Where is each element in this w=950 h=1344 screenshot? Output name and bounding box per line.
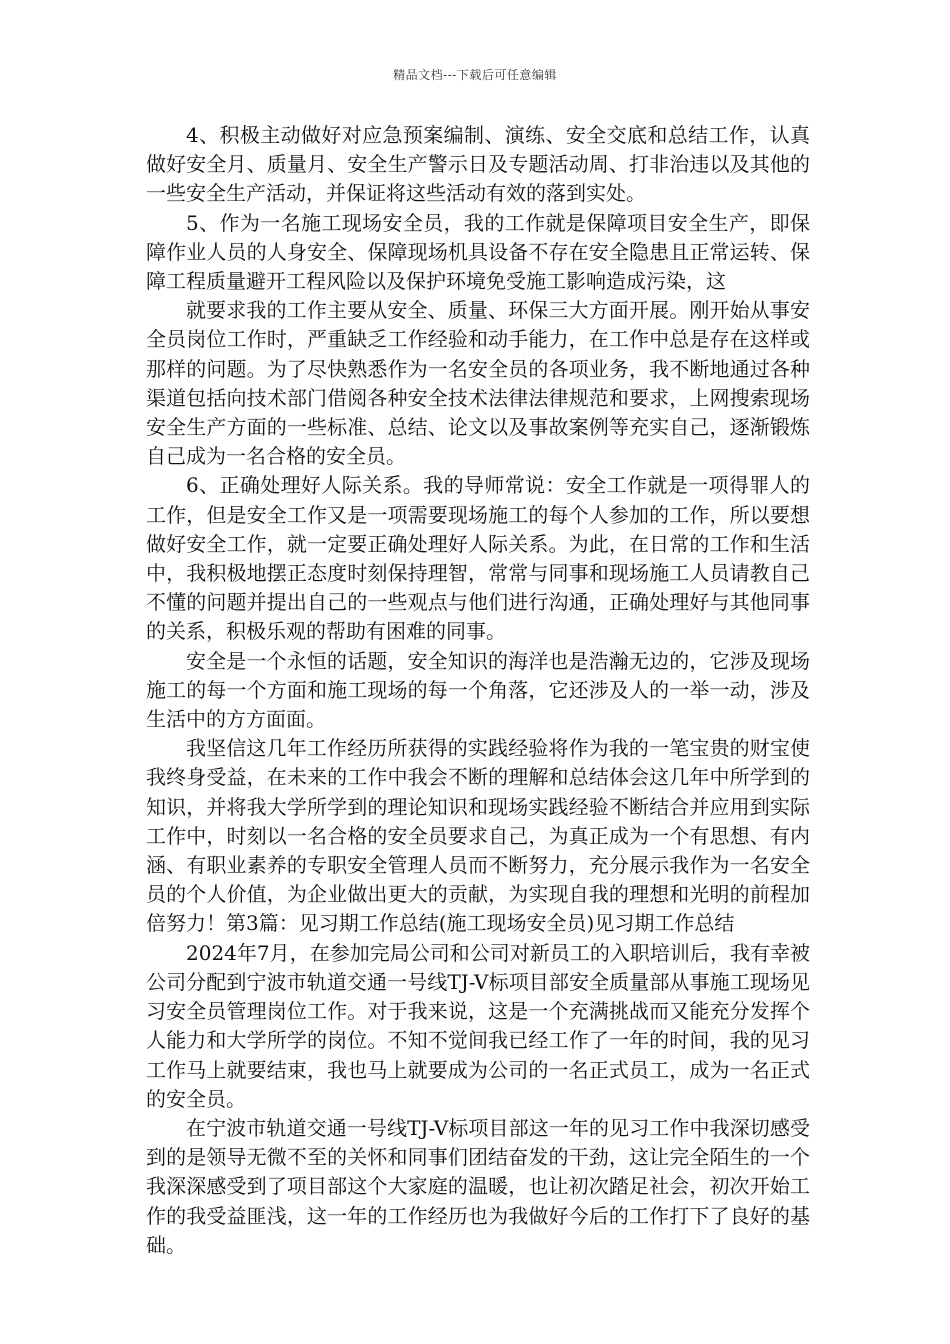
paragraph-safety-officer-role: 5、作为一名施工现场安全员，我的工作就是保障项目安全生产，即保障作业人员的人身安全、保障现场机具设备不存在安全隐患且正常运转、保障工程质量避开工程风险以及保护环境免受施工影响造成污染，这 bbox=[146, 210, 810, 294]
paragraph-internship-experience: 在宁波市轨道交通一号线TJ-V标项目部这一年的见习工作中我深切感受到的是领导无微不至的关怀和同事们团结奋发的干劲，这让完全陌生的一个我深深感受到了项目部这个大家庭的温暖，也让初次踏足社会，初次开始工作的我受益匪浅，这一年的工作经历也为我做好今后的工作打下了良好的基础。 bbox=[146, 1115, 810, 1257]
paragraph-work-requirements: 就要求我的工作主要从安全、质量、环保三大方面开展。刚开始从事安全员岗位工作时，严重缺乏工作经验和动手能力，在工作中总是存在这样或那样的问题。为了尽快熟悉作为一名安全员的各项业务，我不断地通过各种渠道包括向技术部门借阅各种安全技术法律法律规范和要求，上网搜索现场安全生产方面的一些标准、总结、论文以及事故案例等充实自己，逐渐锻炼自己成为一名合格的安全员。 bbox=[146, 298, 810, 469]
paragraph-internship-start: 2024年7月，在参加完局公司和公司对新员工的入职培训后，我有幸被公司分配到宁波市轨道交通一号线TJ-V标项目部安全质量部从事施工现场见习安全员管理岗位工作。对于我来说，这是一个充满挑战而又能充分发挥个人能力和大学所学的岗位。不知不觉间我已经工作了一年的时间，我的见习工作马上就要结束，我也马上就要成为公司的一名正式员工，成为一名正式的安全员。 bbox=[146, 940, 810, 1111]
document-body bbox=[146, 121, 810, 1260]
paragraph-emergency-plan: 4、积极主动做好对应急预案编制、演练、安全交底和总结工作，认真做好安全月、质量月、安全生产警示日及专题活动周、打非治违以及其他的一些安全生产活动，并保证将这些活动有效的落到实处。 bbox=[146, 123, 810, 206]
paragraph-conviction: 我坚信这几年工作经历所获得的实践经验将作为我的一笔宝贵的财宝使我终身受益，在未来的工作中我会不断的理解和总结体会这几年中所学到的知识，并将我大学所学到的理论知识和现场实践经验不断结合并应用到实际工作中，时刻以一名合格的安全员要求自己，为真正成为一个有思想、有内涵、有职业素养的专职安全管理人员而不断努力，充分展示我作为一名安全员的个人价值，为企业做出更大的贡献，为实现自我的理想和光明的前程加倍努力！第3篇：见习期工作总结(施工现场安全员)见习期工作总结 bbox=[146, 736, 810, 936]
page-header: 精品文档---下载后可任意编辑 bbox=[393, 68, 557, 82]
paragraph-interpersonal-relations: 6、正确处理好人际关系。我的导师常说：安全工作就是一项得罪人的工作，但是安全工作又是一项需要现场施工的每个人参加的工作，所以要想做好安全工作，就一定要正确处理好人际关系。为此，在日常的工作和生活中，我积极地摆正态度时刻保持理智，常常与同事和现场施工人员请教自己不懂的问题并提出自己的一些观点与他们进行沟通，正确处理好与其他同事的关系，积极乐观的帮助有困难的同事。 bbox=[146, 473, 810, 644]
paragraph-safety-topic: 安全是一个永恒的话题，安全知识的海洋也是浩瀚无边的，它涉及现场施工的每一个方面和施工现场的每一个角落，它还涉及人的一举一动，涉及生活中的方方面面。 bbox=[146, 648, 810, 732]
